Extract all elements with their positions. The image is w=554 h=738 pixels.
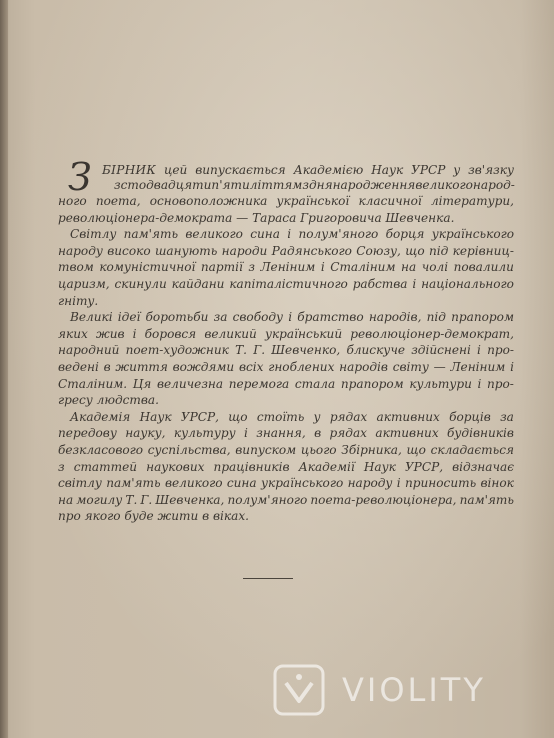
text-line: царизм, скинули кайдани капіталістичного рабства і національного — [58, 276, 514, 291]
text-line: народний поет-художник Т. Г. Шевченко, блискуче здійснені і про- — [58, 343, 514, 358]
dedication-text — [58, 155, 515, 525]
word: випускається — [195, 163, 286, 177]
text-line: про якого буде жити в віках. — [58, 509, 249, 524]
paragraph-2 — [58, 226, 514, 309]
word: Академією — [293, 163, 364, 177]
watermark — [270, 660, 540, 720]
text-line: ного поета, основоположника української класичної літератури, — [58, 194, 514, 208]
text-line: гресу людства. — [58, 393, 159, 408]
word: цей — [163, 163, 188, 177]
word: БІРНИК — [102, 163, 157, 177]
book-gutter — [0, 0, 8, 738]
word: народження — [332, 178, 416, 192]
word: зв'язку — [468, 163, 514, 177]
text-line: на могилу Т. Г. Шевченка, полум'яного поета-революціонера, пам'ять — [58, 492, 514, 507]
word: стодвадцятип'ятиліттям — [120, 178, 303, 192]
text-line: безкласового суспільства, випуском цього Збірника, що складається — [58, 442, 514, 457]
word: з — [302, 178, 309, 192]
opening-line-2 — [114, 177, 514, 194]
text-line: твом комуністичної партії з Леніним і Сталіним на чолі повалили — [58, 260, 514, 275]
paragraph-3 — [58, 309, 514, 409]
paragraph-1-opening — [58, 155, 515, 199]
watermark-text: VIOLITY — [342, 671, 486, 709]
text-line: Сталіним. Ця величезна перемога стала прапором культури і про- — [58, 376, 514, 391]
paragraph-1 — [58, 193, 514, 226]
word: народ- — [472, 178, 515, 192]
text-line: революціонера-демократа — Тараса Григоровича Шевченка. — [58, 210, 455, 225]
text-line: передову науку, культуру і знання, в рядах активних будівників — [58, 426, 514, 441]
text-line: Великі ідеї боротьби за свободу і братство народів, під прапором — [70, 310, 514, 325]
paragraph-4 — [58, 409, 514, 525]
drop-cap: З — [68, 155, 92, 199]
text-line: яких жив і боровся великий український революціонер-демократ, — [58, 326, 514, 341]
text-line: світлу пам'ять великого сина українського народу і приносить вінок — [58, 476, 514, 491]
word: Наук — [371, 163, 404, 177]
section-divider — [243, 578, 293, 579]
violity-logo-icon — [270, 661, 328, 719]
text-line: гніту. — [58, 293, 99, 308]
word: з — [114, 178, 121, 192]
text-line: Світлу пам'ять великого сина і полум'яного борця українського — [70, 227, 514, 242]
text-line: ведені в життя вождями всіх гноблених народів світу — Леніним і — [58, 359, 514, 374]
text-line: Академія Наук УРСР, що стоїть у рядах активних борців за — [70, 409, 514, 424]
word: у — [453, 163, 461, 177]
word: дня — [308, 178, 333, 192]
text-line: народу високо шанують народи Радянського Союзу, що під керівниц- — [58, 243, 514, 258]
word: великого — [415, 178, 473, 192]
word: УРСР — [411, 163, 446, 177]
text-line: з статтей наукових працівників Академії Наук УРСР, відзначає — [58, 459, 514, 474]
